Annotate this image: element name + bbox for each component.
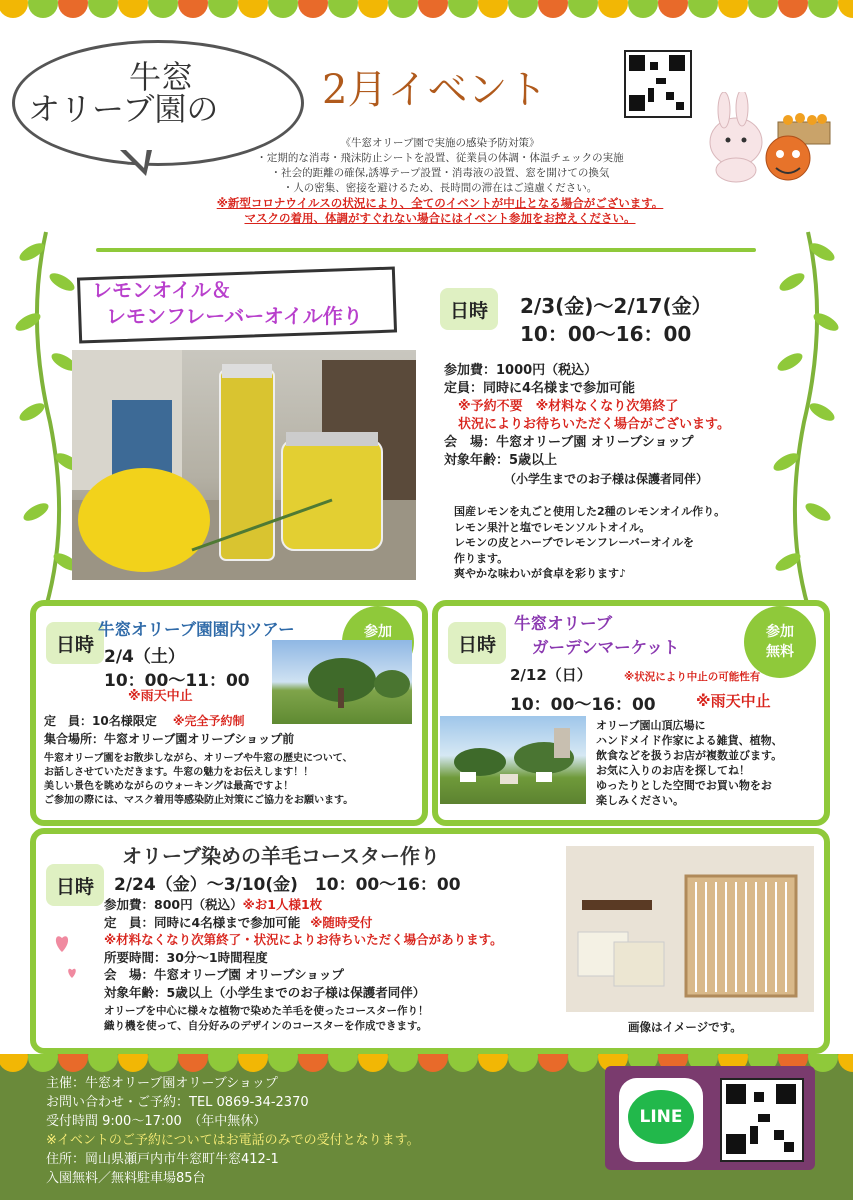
bunting-dot xyxy=(148,1054,178,1072)
tour-capacity-note: ※完全予約制 xyxy=(172,714,245,728)
bunting-dot xyxy=(808,0,838,18)
bunting-dot xyxy=(208,1054,238,1072)
lemon-venue: 会 場：牛窓オリーブ園 オリーブショップ xyxy=(444,435,694,450)
bunting-dot xyxy=(58,1054,88,1072)
bunting-dot xyxy=(328,0,358,18)
notice-heading: 《牛窓オリーブ園で実施の感染予防対策》 xyxy=(340,137,540,149)
top-bunting xyxy=(0,0,853,26)
bunting-dot xyxy=(688,0,718,18)
bunting-dot xyxy=(718,0,748,18)
footer-parking: 入園無料／無料駐車場85台 xyxy=(46,1171,206,1186)
title-line2: オリーブ園の xyxy=(28,90,219,128)
bunting-dot xyxy=(148,0,178,18)
tour-meeting: 集合場所：牛窓オリーブ園オリーブショップ前 xyxy=(44,732,295,746)
bunting-dot xyxy=(568,1054,598,1072)
tour-rain: ※雨天中止 xyxy=(128,689,193,704)
olive-garden-photo xyxy=(272,640,412,724)
bunting-dot xyxy=(568,0,598,18)
bunting-dot xyxy=(268,1054,298,1072)
bunting-dot xyxy=(358,1054,388,1072)
title-line1: 牛窓 xyxy=(128,58,193,96)
nichiji-label: 日時 xyxy=(46,864,104,906)
tour-description: 牛窓オリーブ園をお散歩しながら、オリーブや牛窓の歴史について、 お話しさせていただきます。牛窓の魅力をお伝えします！！ 美しい景色を眺めながらのウォーキングは最高ですよ！ ご参加の際には、マスク着用等感染防止対策にご協力をお願います。 xyxy=(44,753,354,806)
footer-reservation-note: ※イベントのご予約についてはお電話のみでの受付となります。 xyxy=(46,1133,420,1148)
bunting-dot xyxy=(118,0,148,18)
bunting-dot xyxy=(388,0,418,18)
notice-line: ・人の密集、密接を避けるため、長時間の滞在はご遠慮ください。 xyxy=(282,182,598,194)
divider-line xyxy=(96,248,756,252)
bunting-dot xyxy=(388,1054,418,1072)
image-caption: 画像はイメージです。 xyxy=(628,1020,742,1034)
market-date-note: ※状況により中止の可能性有 xyxy=(624,671,761,683)
infection-notice xyxy=(140,136,740,226)
notice-line: ・社会的距離の確保,誘導テープ設置・消毒液の設置、窓を開けての換気 xyxy=(270,167,610,179)
market-time: 10：00～16：00 xyxy=(510,695,656,715)
coaster-note: ※材料なくなり次第終了・状況によりお待ちいただく場合があります。 xyxy=(104,932,503,947)
notice-line: ・定期的な消毒・飛沫防止シートを設置、従業員の体調・体温チェックの実施 xyxy=(256,152,624,164)
loom-photo xyxy=(566,846,814,1012)
tour-date: 2/4（土） xyxy=(104,647,185,667)
market-rain: ※雨天中止 xyxy=(696,692,771,710)
coaster-dates: 2/24（金）～3/10(金) 10：00～16：00 xyxy=(114,875,461,895)
bunting-dot xyxy=(418,1054,448,1072)
bunting-dot xyxy=(58,0,88,18)
footer-hours: 受付時間 9:00～17:00 （年中無休） xyxy=(46,1114,267,1129)
bunting-dot xyxy=(118,1054,148,1072)
tour-title: 牛窓オリーブ園園内ツアー xyxy=(98,620,295,639)
bunting-dot xyxy=(598,0,628,18)
bunting-dot xyxy=(178,0,208,18)
bunting-dot xyxy=(0,0,28,18)
line-qr-code-icon[interactable] xyxy=(720,1078,804,1162)
vine-right-decoration xyxy=(768,222,848,612)
coaster-age: 対象年齢：5歳以上（小学生までのお子様は保護者同伴） xyxy=(104,984,426,1000)
free-badge: 参加 無料 xyxy=(744,606,816,678)
bunting-dot xyxy=(838,1054,853,1072)
bunting-dot xyxy=(448,1054,478,1072)
notice-warning: マスクの着用、体調がすぐれない場合にはイベント参加をお控えください。 xyxy=(244,211,636,225)
bunting-dot xyxy=(418,0,448,18)
lemon-title-line2: レモンフレーバーオイル作り xyxy=(106,304,363,328)
market-title-line2: ガーデンマーケット xyxy=(532,638,680,657)
bunting-dot xyxy=(778,0,808,18)
lemon-info xyxy=(444,362,730,488)
lemon-oil-photo xyxy=(72,350,416,580)
nichiji-label: 日時 xyxy=(440,288,498,330)
nichiji-label: 日時 xyxy=(448,622,506,664)
coaster-title: オリーブ染めの羊毛コースター作り xyxy=(122,844,440,868)
bunting-dot xyxy=(628,0,658,18)
coaster-capacity: 定 員：同時に4名様まで参加可能 xyxy=(104,914,301,930)
lemon-time: 10：00～16：00 xyxy=(520,322,692,346)
market-title-line1: 牛窓オリーブ xyxy=(514,614,613,633)
footer-address: 住所：岡山県瀬戸内市牛窓町牛窓412-1 xyxy=(46,1152,279,1167)
bunting-dot xyxy=(508,1054,538,1072)
lemon-description: 国産レモンを丸ごと使用した2種のレモンオイル作り。 レモン果汁と塩でレモンソルトオイル。 レモンの皮とハーブでレモンフレーバーオイルを 作ります。 爽やかな味わいが食卓を彩ります♪ xyxy=(454,505,726,580)
bunting-dot xyxy=(328,1054,358,1072)
bunting-dot xyxy=(208,0,238,18)
bunting-dot xyxy=(298,1054,328,1072)
heart-icons xyxy=(48,928,88,988)
lemon-capacity: 定員：同時に4名様まで参加可能 xyxy=(444,381,636,396)
market-photo xyxy=(440,716,586,804)
bunting-dot xyxy=(838,0,853,18)
coaster-capacity-note: ※随時受付 xyxy=(310,914,373,930)
lemon-fee: 参加費：1000円（税込） xyxy=(444,363,598,378)
lemon-dates: 2/3(金)～2/17(金） xyxy=(520,294,712,318)
bunting-dot xyxy=(178,1054,208,1072)
line-icon: LINE xyxy=(628,1090,694,1144)
bunting-dot xyxy=(28,0,58,18)
free-badge: 参加 xyxy=(342,606,414,678)
bunting-dot xyxy=(748,0,778,18)
nichiji-label: 日時 xyxy=(46,622,104,664)
lemon-age-note: （小学生までのお子様は保護者同伴） xyxy=(504,472,709,486)
bunting-dot xyxy=(358,0,388,18)
bunting-dot xyxy=(238,1054,268,1072)
bunting-dot xyxy=(298,0,328,18)
market-description: オリーブ園山頂広場に ハンドメイド作家による雑貨、植物、 飲食などを扱うお店が複数並びます。 お気に入りのお店を探してね！ ゆったりとした空間でお買い物をお 楽しみください。 xyxy=(596,719,783,807)
bunting-dot xyxy=(238,0,268,18)
tour-time: 10：00～11：00 xyxy=(104,671,250,691)
footer-contact[interactable]: お問い合わせ・ご予約：TEL 0869-34-2370 xyxy=(46,1095,309,1110)
bunting-dot xyxy=(538,0,568,18)
coaster-description: オリーブを中心に様々な植物で染めた羊毛を使ったコースター作り！ 織り機を使って、自分好みのデザインのコースターを作成できます。 xyxy=(104,1005,429,1032)
lemon-note2: 状況によりお待ちいただく場合がございます。 xyxy=(458,417,730,432)
lemon-title-line1: レモンオイル＆ xyxy=(92,278,231,302)
coaster-info xyxy=(104,896,503,1001)
bunting-dot xyxy=(478,1054,508,1072)
bunting-dot xyxy=(478,0,508,18)
tour-capacity-row xyxy=(44,712,245,730)
bunting-dot xyxy=(28,1054,58,1072)
bunting-dot xyxy=(268,0,298,18)
coaster-venue: 会 場：牛窓オリーブ園 オリーブショップ xyxy=(104,967,344,982)
market-date: 2/12（日） xyxy=(510,666,592,684)
coaster-duration: 所要時間：30分～1時間程度 xyxy=(104,949,268,965)
bunting-dot xyxy=(0,1054,28,1072)
bunting-dot xyxy=(508,0,538,18)
notice-warning: ※新型コロナウイルスの状況により、全てのイベントが中止となる場合がございます。 xyxy=(216,196,664,210)
bunting-dot xyxy=(538,1054,568,1072)
coaster-fee: 参加費：800円（税込） xyxy=(104,897,243,912)
tour-capacity: 定 員：10名様限定 xyxy=(44,714,157,728)
footer-organizer: 主催：牛窓オリーブ園オリーブショップ xyxy=(46,1076,278,1091)
qr-code-icon[interactable] xyxy=(624,50,692,118)
bunting-dot xyxy=(88,0,118,18)
bunting-dot xyxy=(448,0,478,18)
lemon-age: 対象年齢：5歳以上 xyxy=(444,453,558,468)
footer-info xyxy=(46,1074,420,1188)
event-title: 2月イベント xyxy=(322,67,548,113)
bunting-dot xyxy=(88,1054,118,1072)
lemon-note1: ※予約不要 ※材料なくなり次第終了 xyxy=(458,399,679,414)
coaster-fee-note: ※お1人様1枚 xyxy=(242,897,323,912)
bunting-dot xyxy=(658,0,688,18)
